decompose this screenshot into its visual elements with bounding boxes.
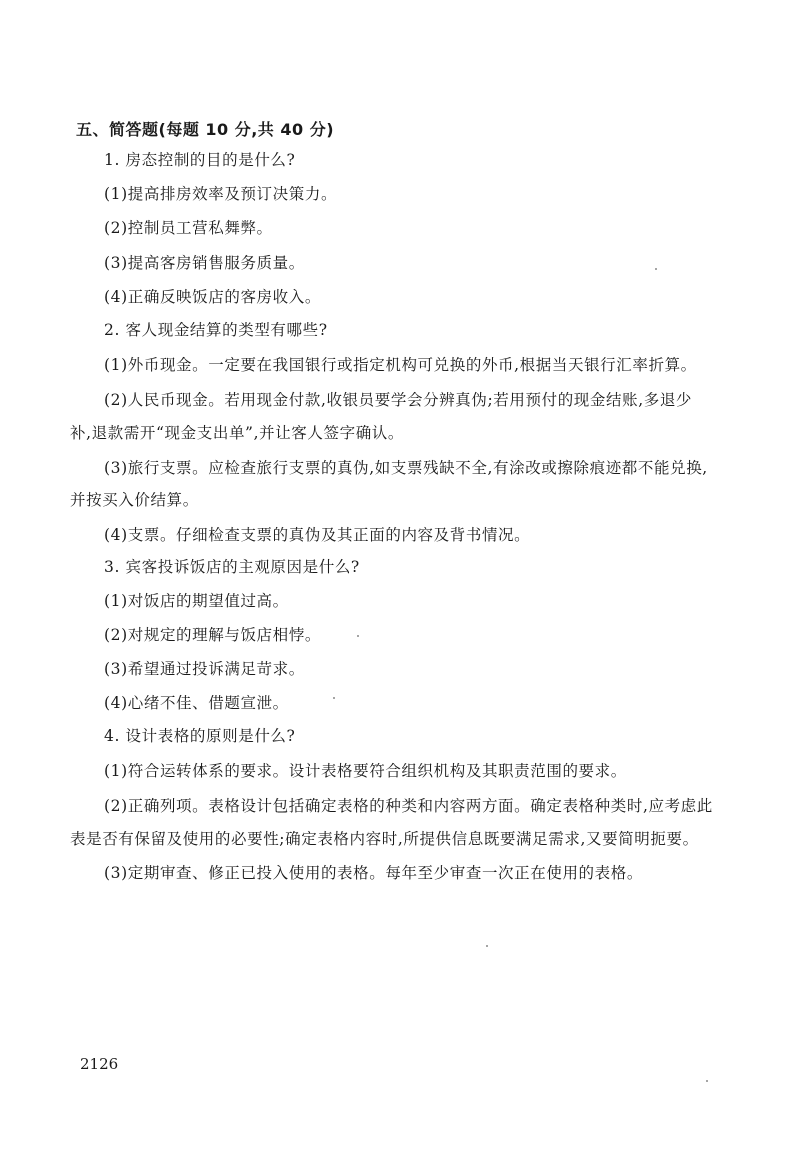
scan-speck (357, 635, 359, 637)
q2-answer-3-line-2: 并按买入价结算。 (70, 491, 199, 509)
scan-speck (333, 697, 335, 699)
scan-speck (655, 268, 657, 270)
q1-answer-4: (4)正确反映饭店的客房收入。 (104, 288, 321, 306)
q2-answer-4: (4)支票。仔细检查支票的真伪及其正面的内容及背书情况。 (104, 526, 531, 544)
q1-answer-1: (1)提高排房效率及预订决策力。 (104, 185, 338, 203)
question-2: 2. 客人现金结算的类型有哪些? (104, 321, 328, 339)
q2-answer-2-line-2: 补,退款需开“现金支出单”,并让客人签字确认。 (70, 424, 405, 442)
scan-speck (486, 945, 488, 947)
page-number: 2126 (80, 1055, 119, 1073)
q3-answer-2: (2)对规定的理解与饭店相悖。 (104, 626, 321, 644)
question-1: 1. 房态控制的目的是什么? (104, 151, 296, 169)
q4-answer-3: (3)定期审查、修正已投入使用的表格。每年至少审查一次正在使用的表格。 (104, 864, 643, 882)
question-4: 4. 设计表格的原则是什么? (104, 727, 296, 745)
q2-answer-3-line-1: (3)旅行支票。应检查旅行支票的真伪,如支票残缺不全,有涂改或擦除痕迹都不能兑换, (104, 459, 708, 477)
q3-answer-1: (1)对饭店的期望值过高。 (104, 592, 289, 610)
q3-answer-4: (4)心绪不佳、借题宣泄。 (104, 694, 289, 712)
q4-answer-1: (1)符合运转体系的要求。设计表格要符合组织机构及其职责范围的要求。 (104, 762, 627, 780)
q2-answer-2-line-1: (2)人民币现金。若用现金付款,收银员要学会分辨真伪;若用预付的现金结账,多退少 (104, 391, 693, 409)
q4-answer-2-line-2: 表是否有保留及使用的必要性;确定表格内容时,所提供信息既要满足需求,又要简明扼要。 (70, 830, 699, 848)
q1-answer-2: (2)控制员工营私舞弊。 (104, 219, 273, 237)
q2-answer-1: (1)外币现金。一定要在我国银行或指定机构可兑换的外币,根据当天银行汇率折算。 (104, 356, 697, 374)
q4-answer-2-line-1: (2)正确列项。表格设计包括确定表格的种类和内容两方面。确定表格种类时,应考虑此 (104, 797, 713, 815)
q3-answer-3: (3)希望通过投诉满足苛求。 (104, 660, 305, 678)
scan-speck (706, 1080, 708, 1082)
section-heading: 五、简答题(每题 10 分,共 40 分) (76, 120, 335, 139)
q1-answer-3: (3)提高客房销售服务质量。 (104, 254, 305, 272)
question-3: 3. 宾客投诉饭店的主观原因是什么? (104, 558, 360, 576)
